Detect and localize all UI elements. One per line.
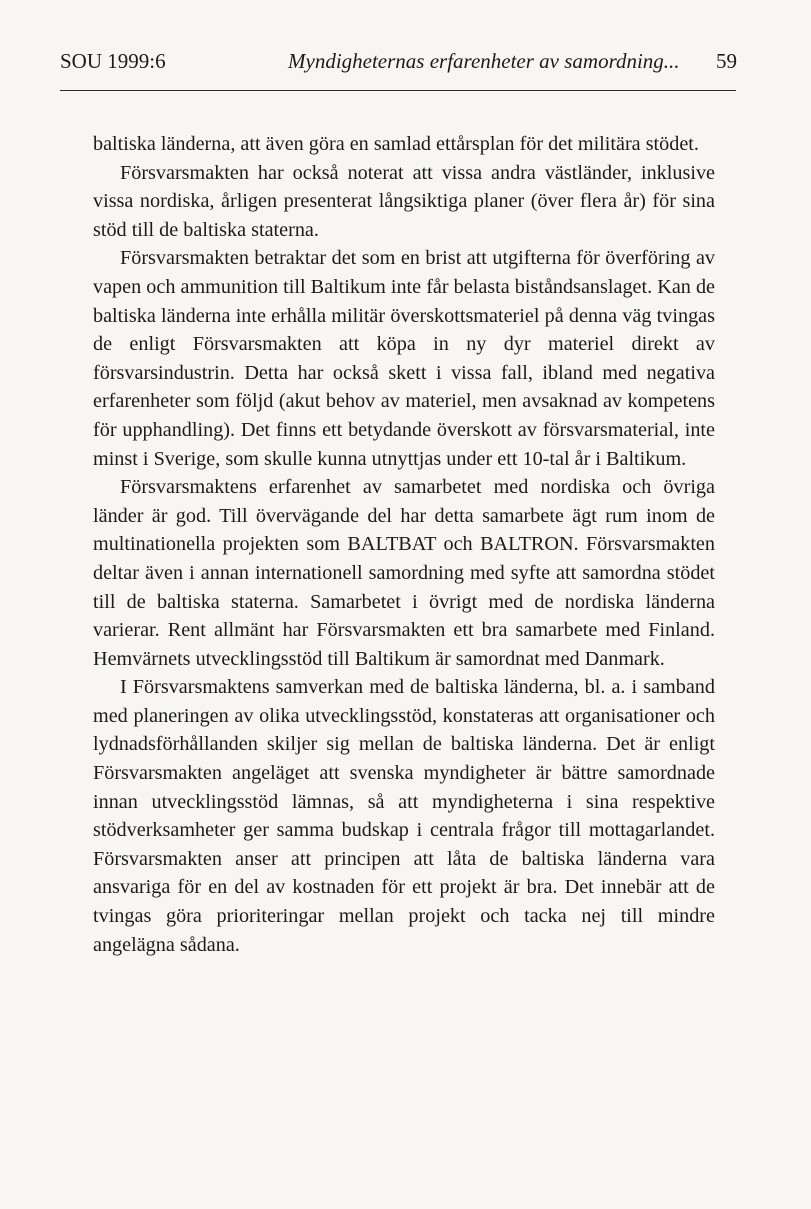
paragraph-aid-budget: Försvarsmakten betraktar det som en brist att utgifterna för överföring av vapen och ammunition till Baltikum inte får belasta biståndsanslaget. Kan de baltiska länderna inte erhålla militär överskottsmateriel på denna väg tvingas de enligt Försvarsmakten att köpa in ny dyr materiel direkt av försvarsindustrin. Detta har också skett i vissa fall, ibland med negativa erfarenheter som följd (akut behov av materiel, men avsaknad av kompetens för upphandling). Det finns ett betydande överskott av försvarsmaterial, inte minst i Sverige, som skulle kunna utnyttjas under ett 10-tal år i Baltikum. — [93, 247, 715, 470]
report-series: SOU 1999:6 — [60, 49, 166, 73]
paragraph-nordic-cooperation: Försvarsmaktens erfarenhet av samarbetet med nordiska och övriga länder är god. Till övervägande del har detta samarbete ägt rum inom de multinationella projekten som BALTBAT och BALTRON. Försvarsmakten deltar även i annan internationell samordning med syfte att samordna stödet till de baltiska staterna. Samarbetet i övrigt med de nordiska länderna varierar. Rent allmänt har Försvarsmakten ett bra samarbete med Finland. Hemvärnets utvecklingsstöd till Baltikum är samordnat med Danmark. — [93, 476, 715, 670]
paragraph-coordination: I Försvarsmaktens samverkan med de baltiska länderna, bl. a. i samband med planeringen av olika utvecklingsstöd, konstateras att organisationer och lydnadsförhållanden skiljer sig mellan de baltiska länderna. Det är enligt Försvarsmakten angeläget att svenska myndigheter är bättre samordnade innan utvecklingsstöd lämnas, så att myndigheterna i sina respektive stödverksamheter ger samma budskap i centrala frågor till mottagarlandet. Försvarsmakten anser att principen att låta de baltiska länderna vara ansvariga för en del av kostnaden för ett projekt är bra. Det innebär att de tvingas göra prioriteringar mellan projekt och tacka nej till mindre angelägna sådana. — [93, 676, 715, 956]
running-title: Myndigheternas erfarenheter av samordning... — [288, 49, 680, 73]
page-header — [60, 46, 740, 82]
paragraph-continued: baltiska länderna, att även göra en samlad ettårsplan för det militära stödet. — [93, 133, 699, 155]
page-number: 59 — [716, 49, 737, 73]
body-text — [93, 130, 715, 959]
paragraph-western-plans: Försvarsmakten har också noterat att vissa andra västländer, inklusive vissa nordiska, årligen presenterat långsiktiga planer (över flera år) för sina stöd till de baltiska staterna. — [93, 161, 715, 241]
header-divider — [60, 90, 736, 91]
